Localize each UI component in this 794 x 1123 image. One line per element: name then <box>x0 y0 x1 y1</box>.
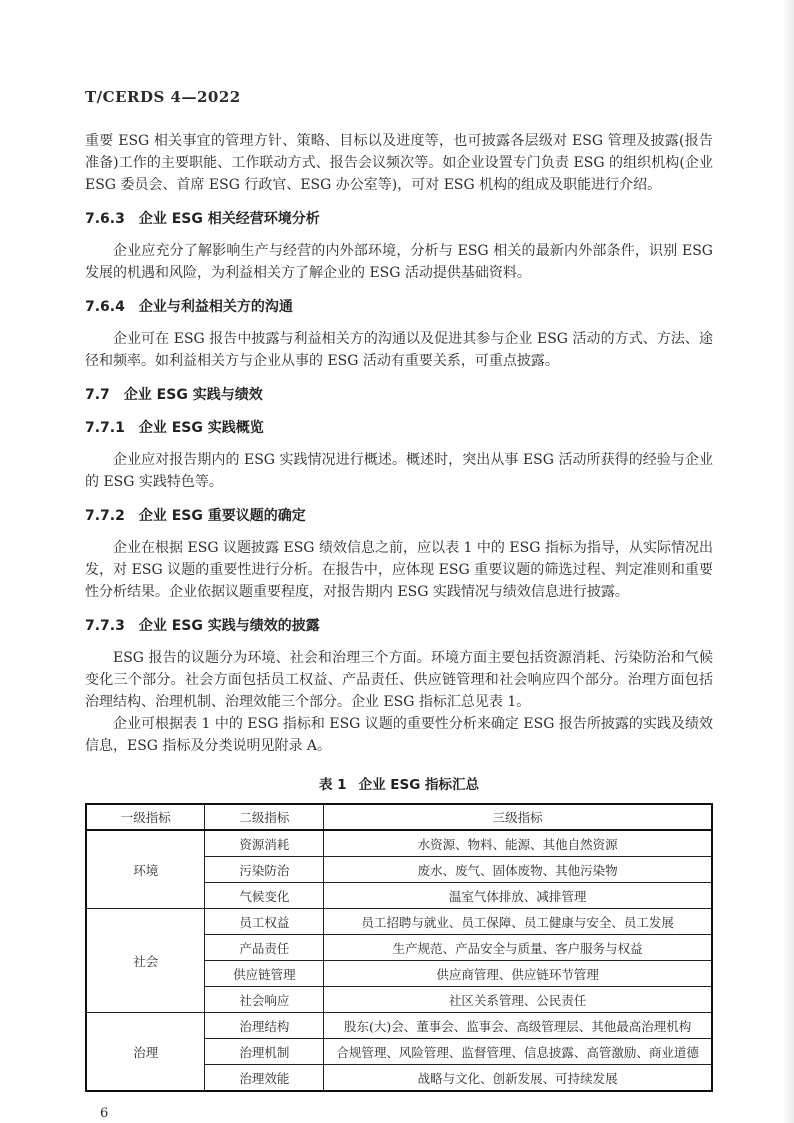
level3-cell: 水资源、物料、能源、其他自然资源 <box>324 830 712 857</box>
esg-indicator-table <box>85 803 713 1092</box>
level3-cell: 合规管理、风险管理、监督管理、信息披露、高管激励、商业道德 <box>324 1039 712 1065</box>
heading-number: 7.7.1 <box>85 420 125 436</box>
col-header-level1: 一级指标 <box>86 804 205 830</box>
heading-number: 7.6.4 <box>85 299 125 315</box>
heading-title: 企业 ESG 实践与绩效 <box>123 387 263 403</box>
heading-7-6-3 <box>85 209 713 229</box>
level3-cell: 供应商管理、供应链环节管理 <box>324 961 712 987</box>
paragraph-7-6-4: 企业可在 ESG 报告中披露与利益相关方的沟通以及促进其参与企业 ESG 活动的方式、方法、途径和频率。如利益相关方与企业从事的 ESG 活动有重要关系，可重点披露。 <box>85 331 713 369</box>
page-content <box>85 88 713 1121</box>
doc-code-header: T/CERDS 4—2022 <box>85 88 241 106</box>
heading-title: 企业 ESG 实践与绩效的披露 <box>138 618 320 634</box>
col-header-level3: 三级指标 <box>324 804 712 830</box>
table-header-row <box>86 804 712 830</box>
level3-cell: 员工招聘与就业、员工保障、员工健康与安全、员工发展 <box>324 909 712 935</box>
level2-cell: 治理结构 <box>205 1013 324 1039</box>
scan-shadow <box>782 0 794 1123</box>
paragraph-7-6-3: 企业应充分了解影响生产与经营的内外部环境，分析与 ESG 相关的最新内外部条件，识别 ESG 发展的机遇和风险，为利益相关方了解企业的 ESG 活动提供基础资料。 <box>85 243 713 281</box>
level2-cell: 社会响应 <box>205 987 324 1013</box>
paragraph-7-7-2: 企业在根据 ESG 议题披露 ESG 绩效信息之前，应以表 1 中的 ESG 指标为指导，从实际情况出发，对 ESG 议题的重要性进行分析。在报告中，应体现 ESG 重要议题的筛选过程、判定准则和重要性分析结果。企业依据议题重要程度，对报告期内 ESG 实践情况与绩效信息进行披露。 <box>85 540 713 600</box>
level1-cell-social: 社会 <box>86 909 205 1013</box>
heading-7-7-1 <box>85 418 713 438</box>
paragraph-7-7-3-a: ESG 报告的议题分为环境、社会和治理三个方面。环境方面主要包括资源消耗、污染防治和气候变化三个部分。社会方面包括员工权益、产品责任、供应链管理和社会响应四个部分。治理方面包括治理结构、治理机制、治理效能三个部分。企业 ESG 指标汇总见表 1。 <box>85 650 713 710</box>
level2-cell: 治理机制 <box>205 1039 324 1065</box>
heading-7-7-2 <box>85 506 713 526</box>
level2-cell: 资源消耗 <box>205 830 324 857</box>
paragraph-7-7-3-b: 企业可根据表 1 中的 ESG 指标和 ESG 议题的重要性分析来确定 ESG 报告所披露的实践及绩效信息，ESG 指标及分类说明见附录 A。 <box>85 716 713 754</box>
heading-title: 企业 ESG 重要议题的确定 <box>138 508 306 524</box>
level2-cell: 供应链管理 <box>205 961 324 987</box>
table-caption-title: 企业 ESG 指标汇总 <box>358 777 480 793</box>
heading-7-7 <box>85 385 713 405</box>
table-caption-label: 表 1 <box>318 777 347 793</box>
table-row <box>86 1013 712 1039</box>
level3-cell: 社区关系管理、公民责任 <box>324 987 712 1013</box>
heading-number: 7.6.3 <box>85 211 125 227</box>
table-caption <box>85 773 713 793</box>
paragraph-continuation: 重要 ESG 相关事宜的管理方针、策略、目标以及进度等，也可披露各层级对 ESG 管理及披露(报告准备)工作的主要职能、工作联动方式、报告会议频次等。如企业设置专门负责 ESG 的组织机构(企业 ESG 委员会、首席 ESG 行政官、ESG 办公室等)，可对 ESG 机构的组成及职能进行介绍。 <box>85 133 713 193</box>
level2-cell: 产品责任 <box>205 935 324 961</box>
level2-cell: 气候变化 <box>205 883 324 909</box>
level3-cell: 战略与文化、创新发展、可持续发展 <box>324 1065 712 1092</box>
heading-number: 7.7.3 <box>85 618 125 634</box>
heading-number: 7.7 <box>85 387 110 403</box>
heading-7-6-4 <box>85 297 713 317</box>
heading-title: 企业 ESG 相关经营环境分析 <box>138 211 320 227</box>
level2-cell: 员工权益 <box>205 909 324 935</box>
level3-cell: 温室气体排放、减排管理 <box>324 883 712 909</box>
page-number: 6 <box>100 1106 109 1121</box>
level1-cell-governance: 治理 <box>86 1013 205 1092</box>
table-row <box>86 830 712 857</box>
table-row <box>86 909 712 935</box>
paragraph-7-7-1: 企业应对报告期内的 ESG 实践情况进行概述。概述时，突出从事 ESG 活动所获得的经验与企业的 ESG 实践特色等。 <box>85 452 713 490</box>
level1-cell-environment: 环境 <box>86 830 205 909</box>
heading-7-7-3 <box>85 616 713 636</box>
level2-cell: 治理效能 <box>205 1065 324 1092</box>
heading-title: 企业与利益相关方的沟通 <box>138 299 293 315</box>
heading-title: 企业 ESG 实践概览 <box>138 420 264 436</box>
level3-cell: 生产规范、产品安全与质量、客户服务与权益 <box>324 935 712 961</box>
heading-number: 7.7.2 <box>85 508 125 524</box>
col-header-level2: 二级指标 <box>205 804 324 830</box>
level3-cell: 废水、废气、固体废物、其他污染物 <box>324 857 712 883</box>
level2-cell: 污染防治 <box>205 857 324 883</box>
level3-cell: 股东(大)会、董事会、监事会、高级管理层、其他最高治理机构 <box>324 1013 712 1039</box>
